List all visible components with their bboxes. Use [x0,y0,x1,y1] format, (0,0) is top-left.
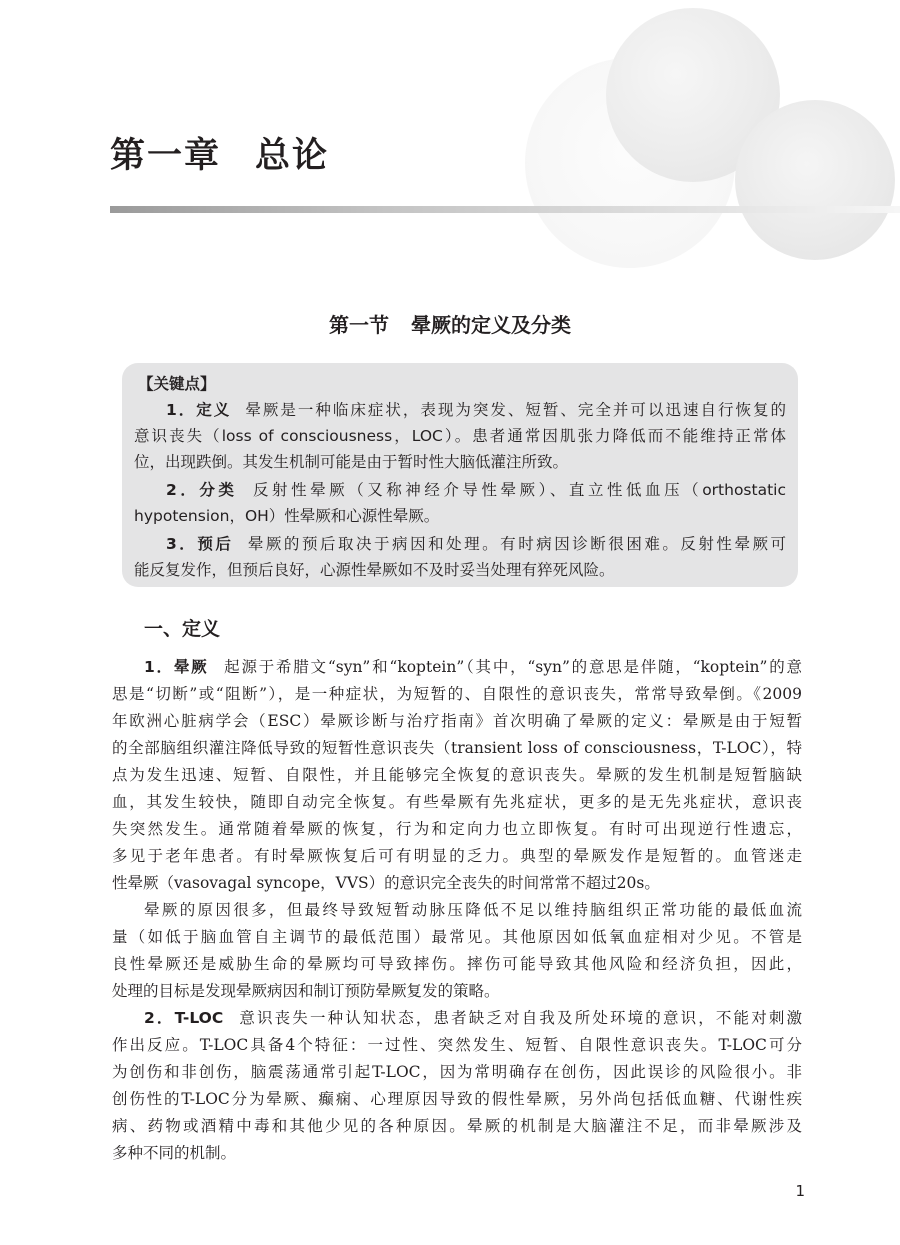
body-text-line: 1．晕厥 起源于希腊文“syn”和“koptein”（其中，“syn”的意思是伴随，“koptein”的意 [144,658,802,676]
body-text-line: 血，其发生较快，随即自动完全恢复。有些晕厥有先兆症状，更多的是无先兆症状，意识丧 [112,793,802,811]
key-point-line: 能反复发作，但预后良好，心源性晕厥如不及时妥当处理有猝死风险。 [134,561,615,579]
body-text-line: 的全部脑组织灌注降低导致的短暂性意识丧失（transient loss of consciousness，T-LOC），特 [112,739,802,757]
paragraph-label: 1．晕厥 [144,658,209,676]
page-number: 1 [795,1182,805,1200]
key-points-box [122,363,798,587]
chapter-rule [110,206,900,213]
body-text-line: 作出反应。T-LOC具备4个特征：一过性、突然发生、短暂、自限性意识丧失。T-LOC可分 [112,1036,802,1054]
key-point-label: 2．分类 [166,481,238,499]
key-point-line: 位，出现跌倒。其发生机制可能是由于暂时性大脑低灌注所致。 [134,453,569,471]
body-text-line: 性晕厥（vasovagal syncope，VVS）的意识完全丧失的时间常常不超过20s。 [112,874,660,892]
chapter-title [110,128,329,178]
chapter-name: 总论 [255,136,330,176]
body-text-line: 年欧洲心脏病学会（ESC）晕厥诊断与治疗指南》首次明确了晕厥的定义：晕厥是由于短暂 [112,712,802,730]
paragraph-label: 2．T-LOC [144,1009,224,1027]
key-point-line: hypotension，OH）性晕厥和心源性晕厥。 [134,507,440,525]
subsection-title: 一、定义 [144,618,221,640]
body-text-line: 处理的目标是发现晕厥病因和制订预防晕厥复发的策略。 [112,982,500,1000]
chapter-number: 第一章 [110,136,222,176]
section-title [0,309,900,338]
body-text-line: 2．T-LOC 意识丧失一种认知状态，患者缺乏对自我及所处环境的意识，不能对刺激 [144,1009,802,1027]
body-text-line: 创伤性的T-LOC分为晕厥、癫痫、心理原因导致的假性晕厥，另外尚包括低血糖、代谢性疾 [112,1090,802,1108]
body-text-line: 点为发生迅速、短暂、自限性，并且能够完全恢复的意识丧失。晕厥的发生机制是短暂脑缺 [112,766,802,784]
key-point-line: 3．预后 晕厥的预后取决于病因和处理。有时病因诊断很困难。反射性晕厥可 [166,535,786,553]
body-text-line: 量（如低于脑血管自主调节的最低范围）最常见。其他原因如低氧血症相对少见。不管是 [112,928,802,946]
section-name: 晕厥的定义及分类 [411,313,571,337]
body-text-line: 良性晕厥还是威胁生命的晕厥均可导致摔伤。摔伤可能导致其他风险和经济负担，因此， [112,955,802,973]
body-text-line: 病、药物或酒精中毒和其他少见的各种原因。晕厥的机制是大脑灌注不足，而非晕厥涉及 [112,1117,802,1135]
body-text-line: 失突然发生。通常随着晕厥的恢复，行为和定向力也立即恢复。有时可出现逆行性遗忘， [112,820,802,838]
body-text-line: 为创伤和非创伤，脑震荡通常引起T-LOC，因为常明确存在创伤，因此误诊的风险很小。非 [112,1063,802,1081]
body-text-line: 晕厥的原因很多，但最终导致短暂动脉压降低不足以维持脑组织正常功能的最低血流 [144,901,802,919]
body-text-line: 思是“切断”或“阻断”），是一种症状，为短暂的、自限性的意识丧失，常常导致晕倒。《2009 [112,685,802,703]
section-number: 第一节 [329,313,389,337]
key-point-line: 2．分类 反射性晕厥（又称神经介导性晕厥）、直立性低血压（orthostatic [166,481,786,499]
key-point-label: 3．预后 [166,535,234,553]
key-point-line: 意识丧失（loss of consciousness，LOC）。患者通常因肌张力降低而不能维持正常体 [134,427,786,445]
body-text-line: 多见于老年患者。有时晕厥恢复后可有明显的乏力。典型的晕厥发作是短暂的。血管迷走 [112,847,802,865]
key-points-heading: 【关键点】 [138,375,216,393]
decorative-circle [735,100,895,260]
key-point-label: 1．定义 [166,401,232,419]
key-point-line: 1．定义 晕厥是一种临床症状，表现为突发、短暂、完全并可以迅速自行恢复的 [166,401,786,419]
body-text-line: 多种不同的机制。 [112,1144,237,1162]
